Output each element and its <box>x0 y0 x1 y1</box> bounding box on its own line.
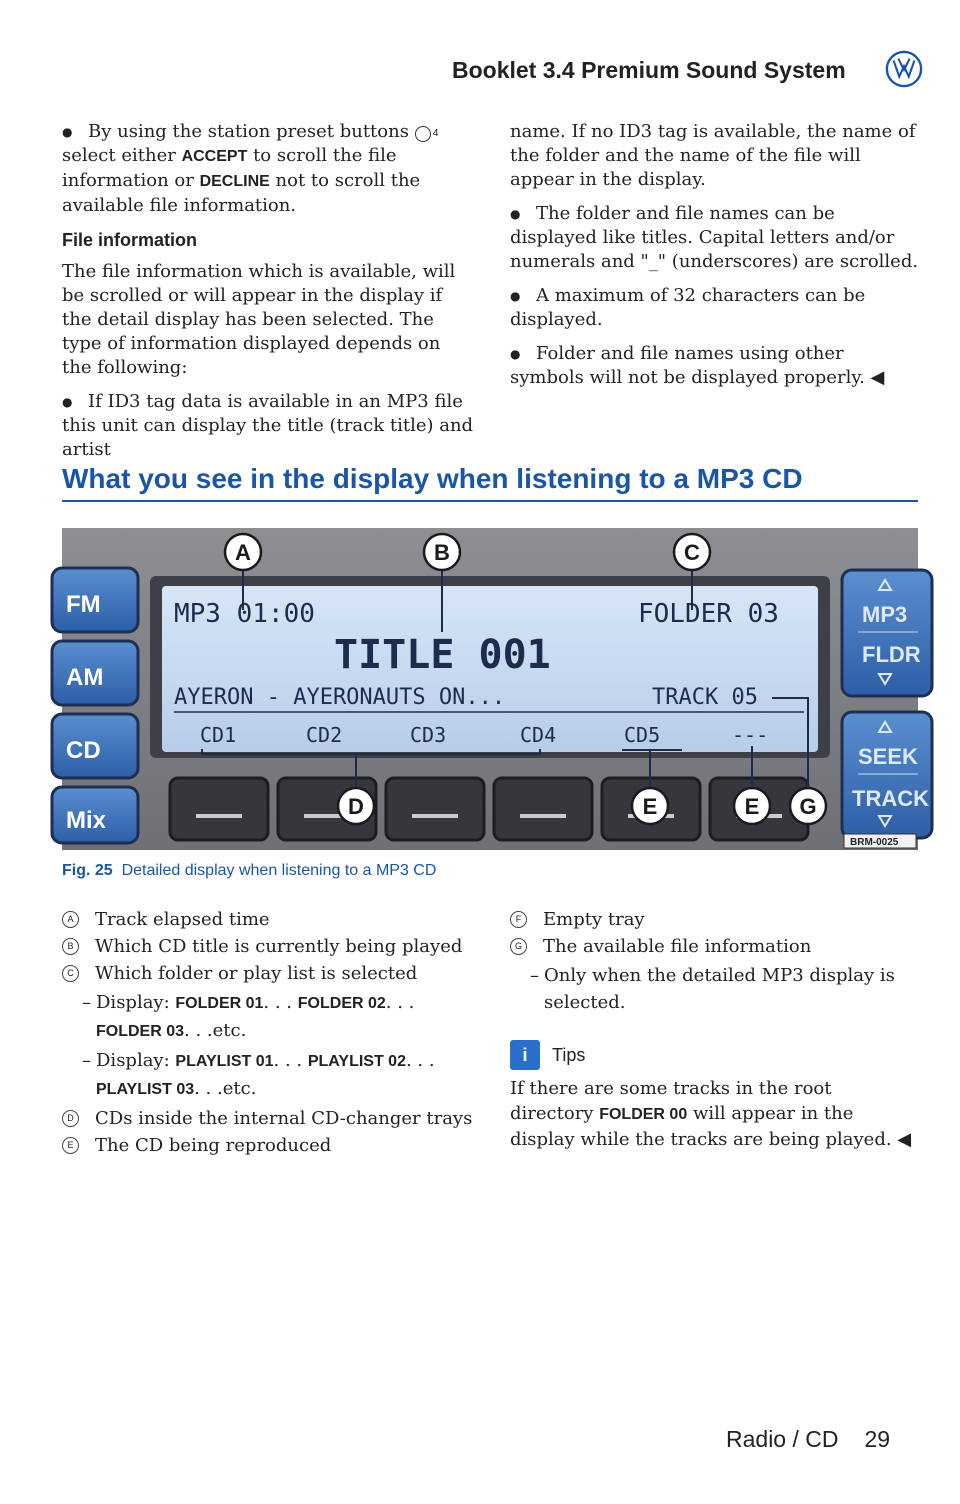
legend-right <box>510 906 920 1152</box>
file-information-para: The file information which is available, will be scrolled or will appear in the display if the detail display has been selected. The type of information displayed depends on the following: <box>62 261 456 378</box>
lcd-cd1: CD1 <box>200 723 237 747</box>
footer-section: Radio / CD <box>726 1426 839 1452</box>
mix-button-label: Mix <box>66 807 107 834</box>
bullet-other-symbols: ● Folder and file names using other symbols will not be displayed properly. ◀ <box>510 342 920 390</box>
callout-e2: E <box>744 794 760 819</box>
bullet-id3: ● If ID3 tag data is available in an MP3 file this unit can display the title (track title) and artist <box>62 390 474 462</box>
legend-item-f: F Empty tray <box>510 906 920 933</box>
button-number-badge: 4 <box>415 126 431 142</box>
file-information-subhead: File information <box>62 230 197 250</box>
page-header <box>452 50 942 90</box>
lcd-track: TRACK 05 <box>652 685 758 710</box>
section-divider <box>62 500 918 502</box>
legend-item-c: C Which folder or play list is selected <box>62 960 482 987</box>
tips-label: Tips <box>552 1044 586 1065</box>
seek-button-label: SEEK <box>858 744 918 769</box>
cd-button-label: CD <box>66 737 101 764</box>
legend-item-e: E The CD being reproduced <box>62 1132 482 1159</box>
tips-text: If there are some tracks in the root directory FOLDER 00 will appear in the display while the tracks are being played. ◀ <box>510 1078 912 1150</box>
lcd-cd2: CD2 <box>306 723 343 747</box>
callout-g: G <box>799 794 817 819</box>
fldr-button-label: FLDR <box>862 642 921 667</box>
lcd-elapsed: MP3 01:00 <box>174 599 315 629</box>
vw-logo-icon <box>885 50 923 88</box>
legend-left <box>62 906 482 1159</box>
lcd-folder: FOLDER 03 <box>638 599 779 629</box>
caption-text: Detailed display when listening to a MP3 CD <box>121 862 437 879</box>
legend-item-d: D CDs inside the internal CD-changer trays <box>62 1105 482 1132</box>
mp3-button-label: MP3 <box>862 602 908 627</box>
bullet-max-chars: ● A maximum of 32 characters can be displayed. <box>510 284 920 332</box>
figure-code: BRM-0025 <box>850 837 899 848</box>
legend-item-b: B Which CD title is currently being played <box>62 933 482 960</box>
lcd-cd5: CD5 <box>624 723 661 747</box>
lcd-cd3: CD3 <box>410 723 447 747</box>
lcd-artist: AYERON - AYERONAUTS ON... <box>174 685 506 710</box>
legend-item-g: G The available file information <box>510 933 920 960</box>
callout-d: D <box>348 794 364 819</box>
page-footer <box>726 1426 890 1453</box>
am-button-label: AM <box>66 664 104 691</box>
right-para: name. If no ID3 tag is available, the name of the folder and the name of the file will appear in the display. <box>510 121 916 190</box>
callout-e1: E <box>642 794 658 819</box>
legend-g-note: – Only when the detailed MP3 display is selected. <box>510 962 920 1016</box>
legend-c-folder-display: – Display: FOLDER 01. . . FOLDER 02. . . FOLDER 03. . .etc. <box>62 989 482 1045</box>
left-column <box>62 120 474 472</box>
legend-c-playlist-display: – Display: PLAYLIST 01. . . PLAYLIST 02. . . PLAYLIST 03. . .etc. <box>62 1047 482 1103</box>
lcd-cd6: --- <box>732 723 769 747</box>
legend-item-a: A Track elapsed time <box>62 906 482 933</box>
lcd-title: TITLE 001 <box>334 632 551 678</box>
callout-a: A <box>235 540 251 565</box>
page-title: Booklet 3.4 Premium Sound System <box>452 56 846 83</box>
caption-label: Fig. 25 <box>62 862 113 879</box>
fm-button-label: FM <box>66 591 101 618</box>
info-icon: i <box>510 1040 540 1070</box>
radio-display-figure <box>62 528 929 850</box>
right-column <box>510 120 920 400</box>
callout-c: C <box>684 540 700 565</box>
callout-b: B <box>434 540 450 565</box>
figure-caption <box>62 862 436 880</box>
bullet-folder-names: ● The folder and file names can be displayed like titles. Capital letters and/or numerals and "_" (underscores) are scrolled. <box>510 202 920 274</box>
track-button-label: TRACK <box>852 786 929 811</box>
tips-header <box>510 1040 920 1070</box>
section-heading: What you see in the display when listening to a MP3 CD <box>62 463 803 494</box>
bullet-preset-buttons: ● By using the station preset buttons 4 select either ACCEPT to scroll the file information or DECLINE not to scroll the available file information. <box>62 120 474 218</box>
page-number: 29 <box>864 1426 891 1452</box>
lcd-cd4: CD4 <box>520 723 557 747</box>
